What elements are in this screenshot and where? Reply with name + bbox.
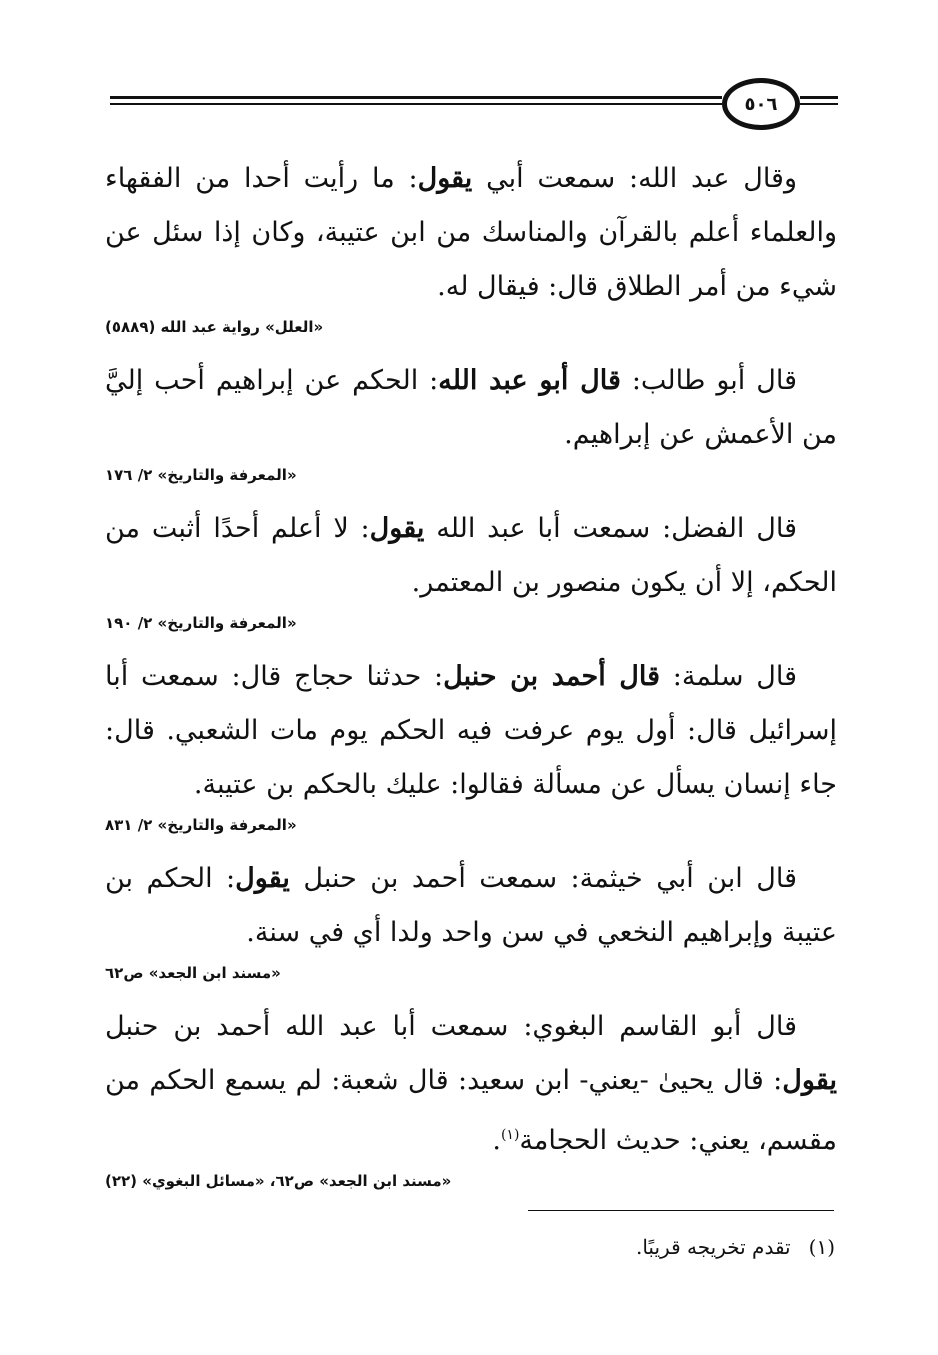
paragraph	[105, 650, 837, 812]
footnote-text: تقدم تخريجه قريبًا.	[635, 1235, 791, 1259]
text-run: : ما رأيت أحدا من الفقهاء والعلماء أعلم بالقرآن والمناسك من ابن عتيبة، وكان إذا سئل عن شيء من أمر الطلاق قال: فيقال له.	[105, 163, 837, 302]
bold-phrase: يقول	[235, 863, 290, 894]
footnote-separator	[528, 1210, 834, 1211]
text-run: قال أبو القاسم البغوي: سمعت أبا عبد الله أحمد بن حنبل	[105, 1011, 797, 1042]
bold-phrase: يقول	[782, 1065, 837, 1096]
text-run: : حدثنا حجاج قال: سمعت أبا إسرائيل قال: أول يوم عرفت فيه الحكم يوم مات الشعبي. قال: جاء إنسان يسأل عن مسألة فقالوا: عليك بالحكم بن عتيبة.	[105, 661, 837, 800]
bold-phrase: قال أبو عبد الله	[438, 365, 621, 396]
text-run: : الحكم بن عتيبة وإبراهيم النخعي في سن واحد ولدا أي في سنة.	[105, 863, 837, 948]
text-run: قال الفضل: سمعت أبا عبد الله	[424, 513, 797, 544]
footnote	[105, 1230, 835, 1264]
source-citation: «مسند ابن الجعد» ص٦٢، «مسائل البغوي» (٢٢)	[105, 1172, 452, 1190]
bold-phrase: قال أحمد بن حنبل	[443, 661, 661, 692]
text-run: : قال يحيىٰ -يعني- ابن سعيد: قال شعبة: لم يسمع الحكم من مقسم، يعني: حديث الحجامة	[105, 1065, 837, 1156]
source-citation: «المعرفة والتاريخ» ٢/ ١٩٠	[105, 614, 297, 632]
footnote-marker: (١)	[500, 1127, 520, 1143]
source-citation: «المعرفة والتاريخ» ٢/ ١٧٦	[105, 466, 297, 484]
paragraph	[105, 354, 837, 462]
source-citation: «العلل» رواية عبد الله (٥٨٨٩)	[105, 318, 324, 336]
paragraph	[105, 502, 837, 610]
text-run: : لا أعلم أحدًا أثبت من الحكم، إلا أن يكون منصور بن المعتمر.	[105, 513, 837, 598]
paragraph	[105, 852, 837, 960]
text-run: .	[492, 1125, 501, 1156]
text-run: قال ابن أبي خيثمة: سمعت أحمد بن حنبل	[289, 863, 797, 894]
page-number: ٥٠٦	[722, 78, 800, 130]
bold-phrase: يقول	[417, 163, 473, 194]
page-body	[105, 152, 837, 1208]
page-header	[110, 78, 838, 138]
header-rule	[800, 103, 838, 105]
header-rule	[800, 96, 838, 99]
text-run: قال سلمة:	[660, 661, 797, 692]
text-run: : الحكم عن إبراهيم أحب إليَّ من الأعمش عن إبراهيم.	[105, 365, 837, 450]
header-rule	[110, 96, 722, 99]
source-citation: «المعرفة والتاريخ» ٢/ ٨٣١	[105, 816, 297, 834]
paragraph	[105, 152, 837, 314]
bold-phrase: يقول	[369, 513, 425, 544]
paragraph	[105, 1000, 837, 1168]
header-rule	[110, 103, 722, 105]
source-citation: «مسند ابن الجعد» ص٦٢	[105, 964, 281, 982]
text-run: وقال عبد الله: سمعت أبي	[472, 163, 797, 194]
footnote-number: (١)	[808, 1235, 835, 1259]
text-run: قال أبو طالب:	[620, 365, 797, 396]
